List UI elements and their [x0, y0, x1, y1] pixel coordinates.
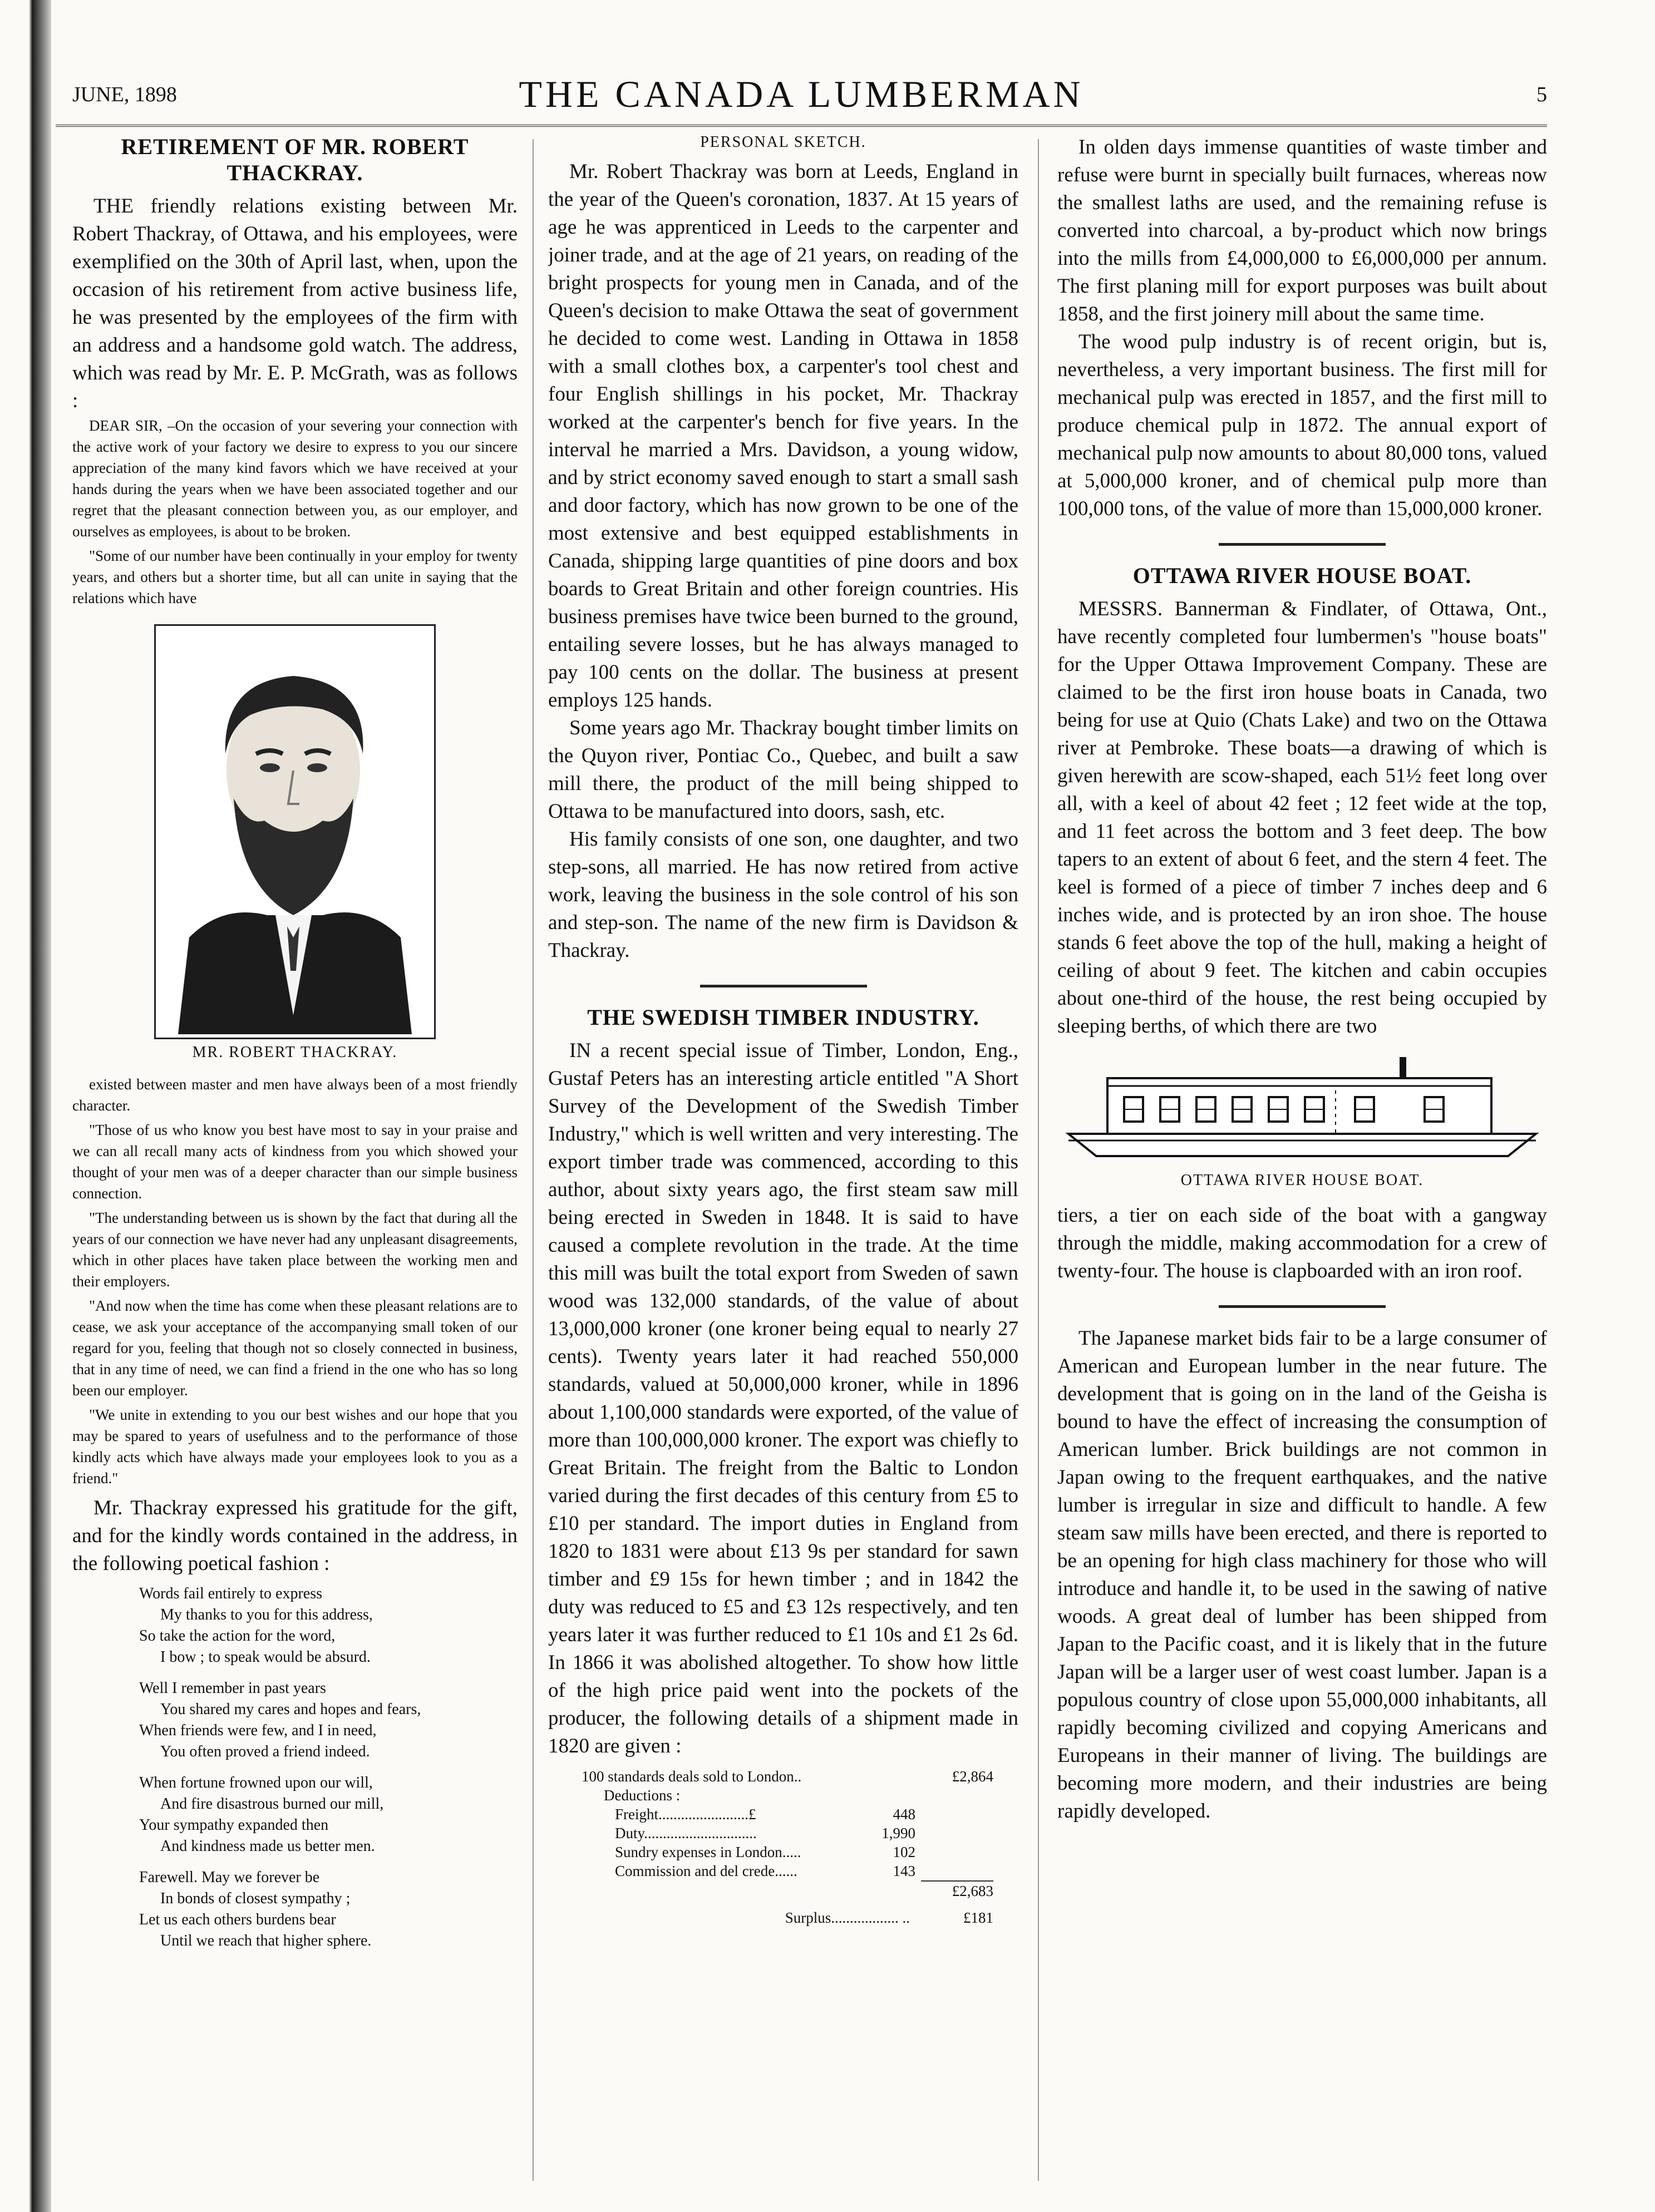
address-paragraph: "Some of our number have been continually in your employ for twenty years, and others but a shorter time, but all can unite in saying that the relations which have: [72, 547, 518, 606]
poem-line: Well I remember in past years: [139, 1680, 326, 1697]
poem-line: Farewell. May we forever be: [139, 1869, 320, 1886]
portrait-illustration: [156, 626, 431, 1034]
ledger-amount: £181: [963, 1909, 993, 1926]
ledger-label: Deductions :: [604, 1787, 681, 1804]
poem-line: When friends were few, and I in need,: [139, 1722, 377, 1739]
address-paragraph: "The understanding between us is shown by the fact that during all the years of our connection we have never had any unpleasant disagreements, which in other places have taken place between the working men and their employers.: [72, 1209, 518, 1290]
poem-line: Words fail entirely to express: [139, 1585, 322, 1602]
ledger-row: [582, 1880, 993, 1900]
poem-line: When fortune frowned upon our will,: [139, 1774, 373, 1791]
poem-line: Your sympathy expanded then: [139, 1816, 329, 1834]
address-paragraph: "We unite in extending to you our best wishes and our hope that you may be spared to years of usefulness and to the performance of those kindly acts which have always made your employees look to you as a friend.": [72, 1406, 518, 1487]
section-divider: [1219, 1305, 1386, 1308]
issue-date: JUNE, 1898: [72, 83, 177, 106]
ledger-label: Sundry expenses in London.....: [615, 1844, 801, 1860]
poem-line: Until we reach that higher sphere.: [160, 1932, 372, 1949]
pulp-paragraph: The wood pulp industry is of recent origin, but is, nevertheless, a very important business. The first mill for mechanical pulp was erected in 1857, and the first mill to produce chemical pulp in 1872. The annual export of mechanical pulp now amounts to about 80,000 tons, valued at 5,000,000 kroner, and of chemical pulp more than 100,000 tons, of the value of more than 15,000,000 kroner.: [1057, 330, 1547, 520]
column-2: [548, 134, 1018, 2186]
column-separator: [1038, 139, 1039, 2181]
house-boat-heading: OTTAWA RIVER HOUSE BOAT.: [1132, 563, 1472, 588]
ledger-label: Surplus.................. ..: [785, 1909, 910, 1926]
sketch-paragraph: His family consists of one son, one daughter, and two step-sons, all married. He has now retired from active work, leaving the business in the sole control of his son and step-son. The name of the new firm is Davidson & Thackray.: [548, 828, 1018, 962]
column-separator: [533, 139, 534, 2181]
ledger-amount: 448: [893, 1806, 915, 1823]
ledger-label: 100 standards deals sold to London..: [582, 1768, 802, 1785]
poem-stanza: [139, 1867, 518, 1952]
masthead: [56, 72, 1547, 122]
column-3: [1057, 134, 1547, 2186]
ledger-row: [582, 1908, 993, 1927]
reply-paragraph: Mr. Thackray expressed his gratitude for the gift, and for the kindly words contained in the address, in the following poetical fashion :: [72, 1497, 518, 1575]
ledger-row: [582, 1843, 993, 1862]
newspaper-title: THE CANADA LUMBERMAN: [519, 73, 1084, 115]
ledger-amount: 143: [893, 1863, 915, 1879]
poem-line: In bonds of closest sympathy ;: [160, 1890, 351, 1907]
page-binding-edge: [0, 0, 51, 2212]
waste-paragraph: In olden days immense quantities of waste timber and refuse were burnt in specially built furnaces, whereas now the smallest laths are used, and the remaining refuse is converted into charcoal, a by-product which now brings into the mills from £4,000,000 to £6,000,000 per annum. The first planing mill for export purposes was built about 1858, and the first joinery mill about the same time.: [1057, 136, 1547, 325]
sketch-paragraph: Some years ago Mr. Thackray bought timber limits on the Quyon river, Pontiac Co., Quebec, and built a saw mill there, the product of the mill being shipped to Ottawa to be manufactured into doors, sash, etc.: [548, 717, 1018, 823]
ledger-label: Freight........................£: [615, 1806, 756, 1823]
section-divider: [700, 985, 867, 988]
poem-line: So take the action for the word,: [139, 1627, 336, 1645]
ledger-row: [582, 1805, 993, 1824]
ledger-amount: £2,864: [952, 1768, 993, 1785]
ledger-amount: £2,683: [921, 1880, 993, 1900]
ledger-amount: 1,990: [881, 1825, 915, 1841]
poem-stanza: [139, 1583, 518, 1668]
address-paragraph: DEAR SIR, –On the occasion of your severing your connection with the active work of your factory we desire to express to you our sincere appreciation of the many kind favors which we have received at your hands during the years when we have been associated together and our regret that the pleasant connection between you, as our employer, and ourselves as employees, is about to be broken.: [72, 417, 518, 540]
ledger-row: [582, 1786, 993, 1805]
section-divider: [1219, 543, 1386, 546]
ledger-row: [582, 1767, 993, 1786]
house-boat-drawing: [1063, 1057, 1541, 1168]
address-paragraph: existed between master and men have always been of a most friendly character.: [72, 1076, 518, 1114]
masthead-rule: [56, 125, 1547, 127]
japan-paragraph: The Japanese market bids fair to be a large consumer of American and European lumber in the near future. The development that is going on in the land of the Geisha is bound to have the effect of increasing the consumption of American lumber. Brick buildings are not common in Japan owing to the frequent earthquakes, and the native lumber is irregular in size and difficult to handle. A few steam saw mills have been erected, and there is reported to be an opening for high class machinery for those who will introduce and handle it, to be used in the sawing of native woods. A great deal of lumber has been shipped from Japan to the Pacific coast, and it is likely that in the future Japan will be a larger user of west coast lumber. Japan is a populous country of close upon 55,000,000 inhabitants, all rapidly becoming civilized and copying Americans and Europeans in their manner of living. The buildings are becoming more modern, and their industries are being rapidly developed.: [1057, 1327, 1547, 1823]
ledger-label: Duty..............................: [615, 1825, 757, 1841]
ledger-row: [582, 1862, 993, 1880]
poem-line: You often proved a friend indeed.: [160, 1743, 370, 1760]
address-paragraph: "And now when the time has come when these pleasant relations are to cease, we ask your acceptance of the accompanying small token of our regard for you, feeling that though not so closely connected in business, that in any time of need, we can find a friend in the one who has so long been our employer.: [72, 1297, 518, 1399]
retirement-intro: THE friendly relations existing between Mr. Robert Thackray, of Ottawa, and his employees, were exemplified on the 30th of April last, when, upon the occasion of his retirement from active business life, he was presented by the employees of the firm with an address and a handsome gold watch. The address, which was read by Mr. E. P. McGrath, was as follows :: [72, 195, 518, 412]
personal-sketch-heading: PERSONAL SKETCH.: [700, 134, 866, 151]
poem-line: I bow ; to speak would be absurd.: [160, 1648, 371, 1666]
retirement-heading: RETIREMENT OF MR. ROBERT THACKRAY.: [121, 134, 469, 185]
portrait-image: [154, 624, 436, 1039]
page-number: 5: [1536, 83, 1547, 106]
address-paragraph: "Those of us who know you best have most to say in your praise and we can all recall many acts of kindness from you which showed your thought of your men was of a deeper character than our simple business connection.: [72, 1122, 518, 1202]
poem: [139, 1583, 518, 1952]
portrait-caption: MR. ROBERT THACKRAY.: [192, 1044, 398, 1061]
poem-line: You shared my cares and hopes and fears,: [160, 1701, 421, 1718]
ledger-amount: 102: [893, 1844, 915, 1860]
poem-stanza: [139, 1678, 518, 1762]
poem-line: And fire disastrous burned our mill,: [160, 1795, 384, 1813]
poem-line: Let us each others burdens bear: [139, 1911, 336, 1928]
ledger-spacer: [582, 1880, 921, 1900]
swedish-heading: THE SWEDISH TIMBER INDUSTRY.: [587, 1005, 979, 1030]
column-1: [72, 134, 518, 2186]
ledger-row: [582, 1824, 993, 1843]
poem-stanza: [139, 1772, 518, 1857]
house-boat-paragraph: MESSRS. Bannerman & Findlater, of Ottawa, Ont., have recently completed four lumbermen's "house boats" for the Upper Ottawa Improvement Company. These are claimed to be the first iron house boats in Canada, two being for use at Quio (Chats Lake) and two on the Ottawa river at Pembroke. These boats—a drawing of which is given herewith are scow-shaped, each 51½ feet long over all, with a keel of about 42 feet ; 12 feet wide at the top, and 11 feet across the bottom and 3 feet deep. The bow tapers to an extent of about 6 feet, and the stern 4 feet. The keel is formed of a piece of timber 7 inches deep and 6 inches wide, and is protected by an iron shoe. The house stands 6 feet above the top of the hull, making a height of ceiling of about 9 feet. The kitchen and cabin occupies about one-third of the house, the rest being occupied by sleeping berths, of which there are two: [1057, 598, 1547, 1038]
ledger-label: Commission and del crede......: [615, 1863, 797, 1879]
shipment-ledger: [582, 1767, 993, 1927]
sketch-paragraph: Mr. Robert Thackray was born at Leeds, England in the year of the Queen's coronation, 1837. At 15 years of age he was apprenticed in Leeds to the carpenter and joiner trade, and at the age of 21 years, on reading of the bright prospects for young men in Canada, and of the Queen's decision to make Ottawa the seat of government he decided to come west. Landing in Ottawa in 1858 with a small clothes box, a carpenter's tool chest and four English shillings in his pocket, Mr. Thackray worked at the carpenter's bench for five years. In the interval he married a Mrs. Davidson, a young widow, and by strict economy saved enough to start a small sash and door factory, which has now grown to be one of the most extensive and best equipped establishments in Canada, shipping large quantities of pine doors and box boards to Great Britain and other foreign countries. His business premises have twice been burned to the ground, entailing severe losses, but he has always managed to pay 100 cents on the dollar. The business at present employs 125 hands.: [548, 160, 1018, 712]
poem-line: And kindness made us better men.: [160, 1838, 375, 1855]
poem-line: My thanks to you for this address,: [160, 1606, 373, 1623]
swedish-paragraph: IN a recent special issue of Timber, London, Eng., Gustaf Peters has an interesting article entitled "A Short Survey of the Development of the Swedish Timber Industry," which is well written and very interesting. The export timber trade was commenced, according to this author, about sixty years ago, the first steam saw mill being erected in Sweden in 1848. It is said to have caused a complete revolution in the trade. At the time this mill was built the total export from Sweden of sawn wood was 132,000 standards, of the value of about 13,000,000 kroner (one kroner being equal to nearly 27 cents). Twenty years later it had reached 550,000 standards, valued at 50,000,000 kroner, while in 1896 about 1,100,000 standards were exported, of the value of more than 100,000,000 kroner. The export was chiefly to Great Britain. The freight from the Baltic to London varied during the first decades of this century from £5 to £10 per standard. The import duties in England from 1820 to 1831 were about £13 9s per standard for sawn timber and £9 15s for hewn timber ; and in 1842 the duty was reduced to £5 and £3 12s respectively, and ten years later it was further reduced to £1 10s and £1 2s 6d. In 1866 it was abolished altogether. To show how little of the high price paid went into the pockets of the producer, the following details of a shipment made in 1820 are given :: [548, 1039, 1018, 1757]
house-boat-paragraph-cont: tiers, a tier on each side of the boat with a gangway through the middle, making accommodation for a crew of twenty-four. The house is clapboarded with an iron roof.: [1057, 1204, 1547, 1282]
house-boat-caption: OTTAWA RIVER HOUSE BOAT.: [1180, 1172, 1424, 1189]
